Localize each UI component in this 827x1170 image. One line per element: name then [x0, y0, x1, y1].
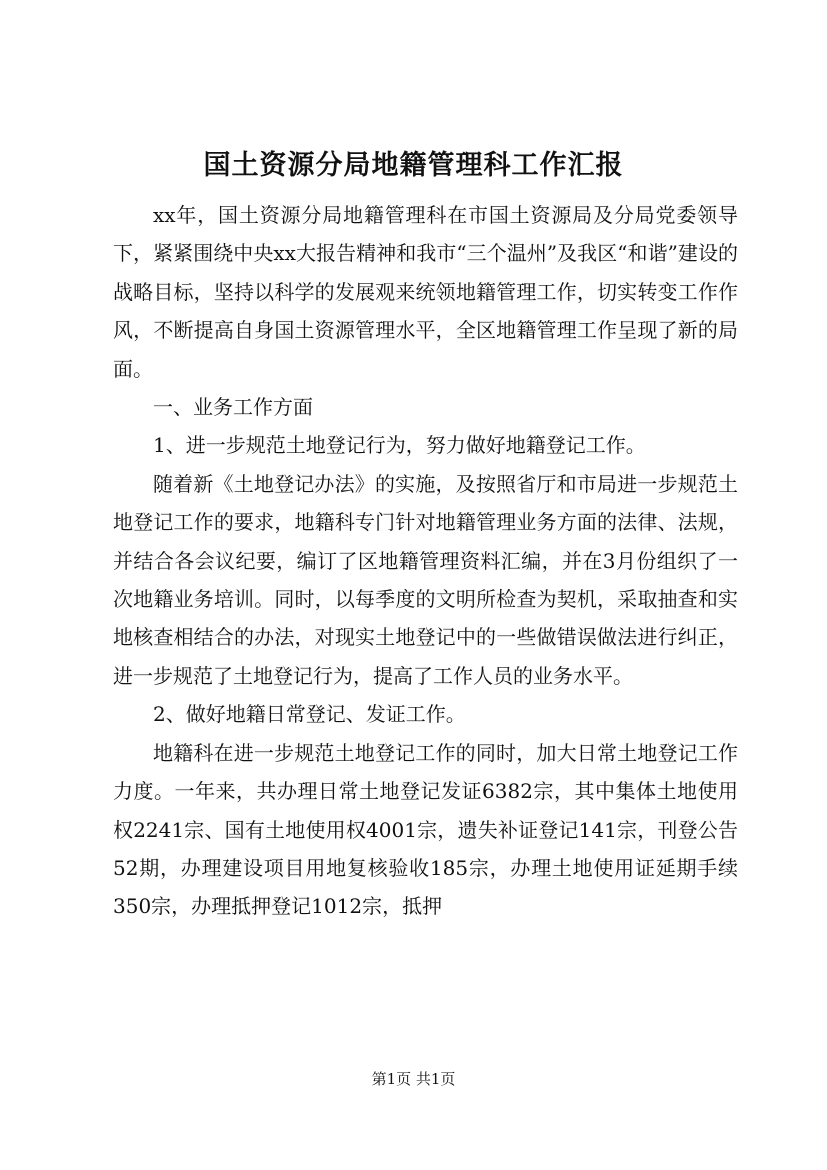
section-heading-business: 一、业务工作方面: [153, 395, 313, 420]
page-number-footer: 第1页 共1页: [371, 1070, 456, 1088]
subheading-land-registration: 1、进一步规范土地登记行为，努力做好地籍登记工作。: [153, 433, 646, 458]
paragraph-intro: xx年，国土资源分局地籍管理科在市国土资源局及分局党委领导下，紧紧围绕中央xx大报告精神和我市“三个温州”及我区“和谐”建设的战略目标，坚持以科学的发展观来统领地籍管理工作，切实转变工作作风，不断提高自身国土资源管理水平，全区地籍管理工作呈现了新的局面。: [113, 203, 738, 381]
paragraph-daily-registration: 地籍科在进一步规范土地登记工作的同时，加大日常土地登记工作力度。一年来，共办理日常土地登记发证6382宗，其中集体土地使用权2241宗、国有土地使用权4001宗，遗失补证登记141宗，刊登公告52期，办理建设项目用地复核验收185宗，办理土地使用证延期手续350宗，办理抵押登记1012宗，抵押: [113, 740, 738, 919]
paragraph-registration-regulation: 随着新《土地登记办法》的实施，及按照省厅和市局进一步规范土地登记工作的要求，地籍科专门针对地籍管理业务方面的法律、法规，并结合各会议纪要，编订了区地籍管理资料汇编，并在3月份组织了一次地籍业务培训。同时，以每季度的文明所检查为契机，采取抽查和实地核查相结合的办法，对现实土地登记中的一些做错误做法进行纠正，进一步规范了土地登记行为，提高了工作人员的业务水平。: [113, 471, 738, 688]
document-title: 国土资源分局地籍管理科工作汇报: [203, 150, 624, 181]
subheading-daily-registration: 2、做好地籍日常登记、发证工作。: [153, 702, 466, 727]
document-body: [113, 196, 738, 926]
